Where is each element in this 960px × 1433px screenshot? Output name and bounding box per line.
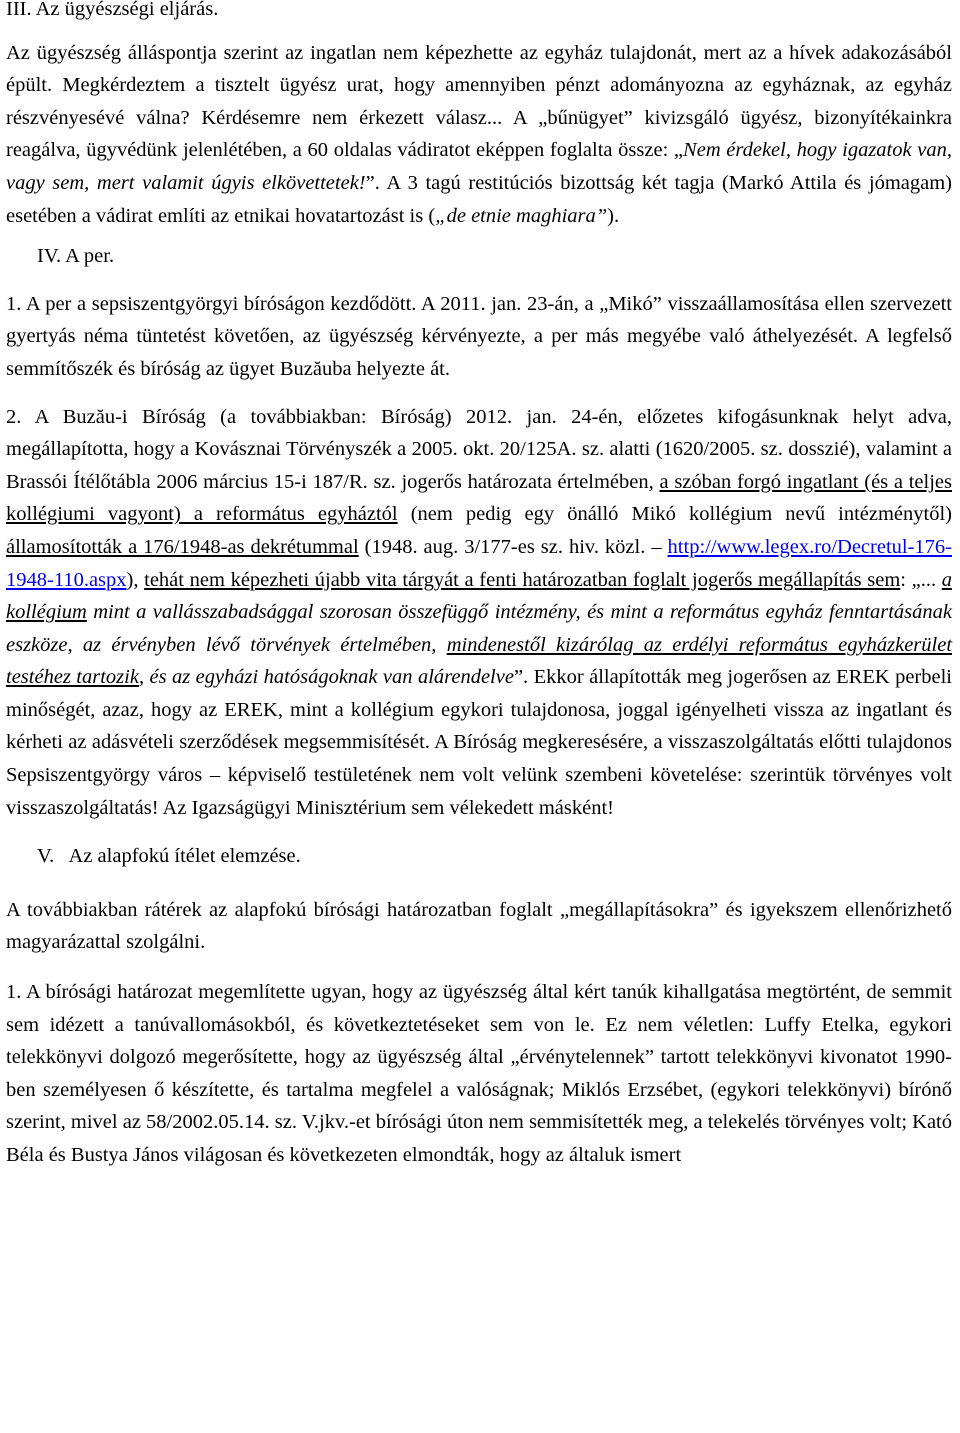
underlined-text: a szóban forgó ingatlant (és a teljes kollégiumi vagyont) a református egyháztól [6, 470, 952, 526]
underlined-text: államosították a 176/1948-as dekrétummal [6, 535, 359, 558]
text-run: : „... [900, 568, 942, 591]
underlined-text: tehát nem képezheti újabb vita tárgyát a fenti határozatban foglalt jogerős megállapítás sem [144, 568, 901, 591]
legex-decree-link[interactable]: http://www.legex.ro/Decretul-176-1948-110.aspx [6, 535, 952, 591]
section-5-paragraph-2: 1. A bírósági határozat megemlítette ugyan, hogy az ügyészség által kért tanúk kihallgatása megtörtént, de semmit sem idézett a tanúvallomásokból, és következtetéseket sem von le. Ez nem véletlen: Luffy Etelka, egykori telekkönyvi dolgozó megerősítette, hogy az ügyészség által „érvénytelennek” tartott telekkönyvi kivonatot 1990-ben személyesen ő készítette, és tartalma megfelel a valóságnak; Miklós Erzsébet, (egykori telekkönyvi) bírónő szerint, mivel az 58/2002.05.14. sz. V.jkv.-et bírósági úton nem semmisítették meg, a telekelés törvényes volt; Kató Béla és Bustya János világosan és következeten elmondták, hogy az általuk ismert [6, 981, 952, 1166]
section-4-heading: IV. A per. [37, 245, 115, 268]
text-run: ), [126, 568, 145, 591]
text-run: (nem pedig egy önálló Mikó kollégium nevű intézménytől) [397, 503, 953, 526]
section-5-paragraph-1: A továbbiakban rátérek az alapfokú bírósági határozatban foglalt „megállapításokra” és igyekszem ellenőrizhető magyarázattal szolgálni. [6, 898, 952, 954]
text-run: Az ügyészség álláspontja szerint az ingatlan nem képezhette az egyház tulajdonát, mert az a hívek adakozásából épült. Megkérdeztem a tisztelt ügyész urat, hogy amennyiben pénzt adományozna az egyháznak, az egyház részvényesévé válna? Kérdésemre nem érkezett válasz... A „bűnügyet” kivizsgáló ügyész, bizonyítékainkra reagálva, ügyvédünk jelenlétében, a 60 oldalas vádiratot eképpen foglalta össze: „ [6, 41, 952, 162]
section-3-paragraph [6, 37, 952, 233]
text-run: 2. A Buzău-i Bíróság (a továbbiakban: Bíróság) 2012. jan. 24-én, előzetes kifogásunknak helyt adva, megállapította, hogy a Kovásznai Törvényszék a 2005. okt. 20/125A. sz. alatti (1620/2005. sz. dosszié), valamint a Brassói Ítélőtábla 2006 március 15-i 187/R. sz. jogerős határozata értelmében, [6, 405, 952, 493]
italic-underlined-text: a kollégium [6, 568, 952, 624]
section-3-heading: III. Az ügyészségi eljárás. [6, 0, 219, 20]
ethnicity-quote: „de etnie maghiara” [435, 204, 608, 227]
section-5-heading: V. Az alapfokú ítélet elemzése. [37, 845, 301, 868]
text-run: ). [607, 204, 620, 227]
text-run: (1948. aug. 3/177-es sz. hiv. közl. – [358, 535, 668, 558]
italic-underlined-text: mindenestől kizárólag az erdélyi református egyházkerület testéhez tartozik [6, 633, 953, 689]
text-run: ”. A 3 tagú restitúciós bizottság két tagja (Markó Attila és jómagam) esetében a vádirat említi az etnikai hovatartozást is ( [6, 171, 953, 227]
section-4-paragraph-1: 1. A per a sepsiszentgyörgyi bíróságon kezdődött. A 2011. jan. 23-án, a „Mikó” visszaállamosítása ellen szervezett gyertyás néma tüntetést követően, az ügyészség kérvényezte, a per más megyébe való áthelyezését. A legfelső semmítőszék és bíróság az ügyet Buzăuba helyezte át. [6, 292, 952, 380]
section-4-paragraph-2 [6, 401, 952, 825]
italic-quote: mint a vallásszabadsággal szorosan összefüggő intézmény, és mint a református egyház fenntartásának eszköze, az érvényben lévő törvények értelmében, [6, 601, 952, 656]
document-page [6, 0, 952, 1172]
italic-quote: , és az egyházi hatóságoknak van alárendelve [138, 666, 514, 689]
text-run: ”. Ekkor állapították meg jogerősen az EREK perbeli minőségét, azaz, hogy az EREK, mint a kollégium egykori tulajdonosa, joggal igényelheti vissza az ingatlant és kérheti az adásvételi szerződések megsemmisítését. A Bíróság megkeresésére, a visszaszolgáltatás előtti tulajdonos Sepsiszentgyörgy város – képviselő testületének nem volt velünk szembeni követelése: szerintük törvényes volt visszaszolgáltatás! Az Igazságügyi Minisztérium sem vélekedett másként! [6, 666, 952, 819]
prosecutor-quote: Nem érdekel, hogy igazatok van, vagy sem, mert valamit úgyis elkövettetek! [6, 139, 952, 194]
